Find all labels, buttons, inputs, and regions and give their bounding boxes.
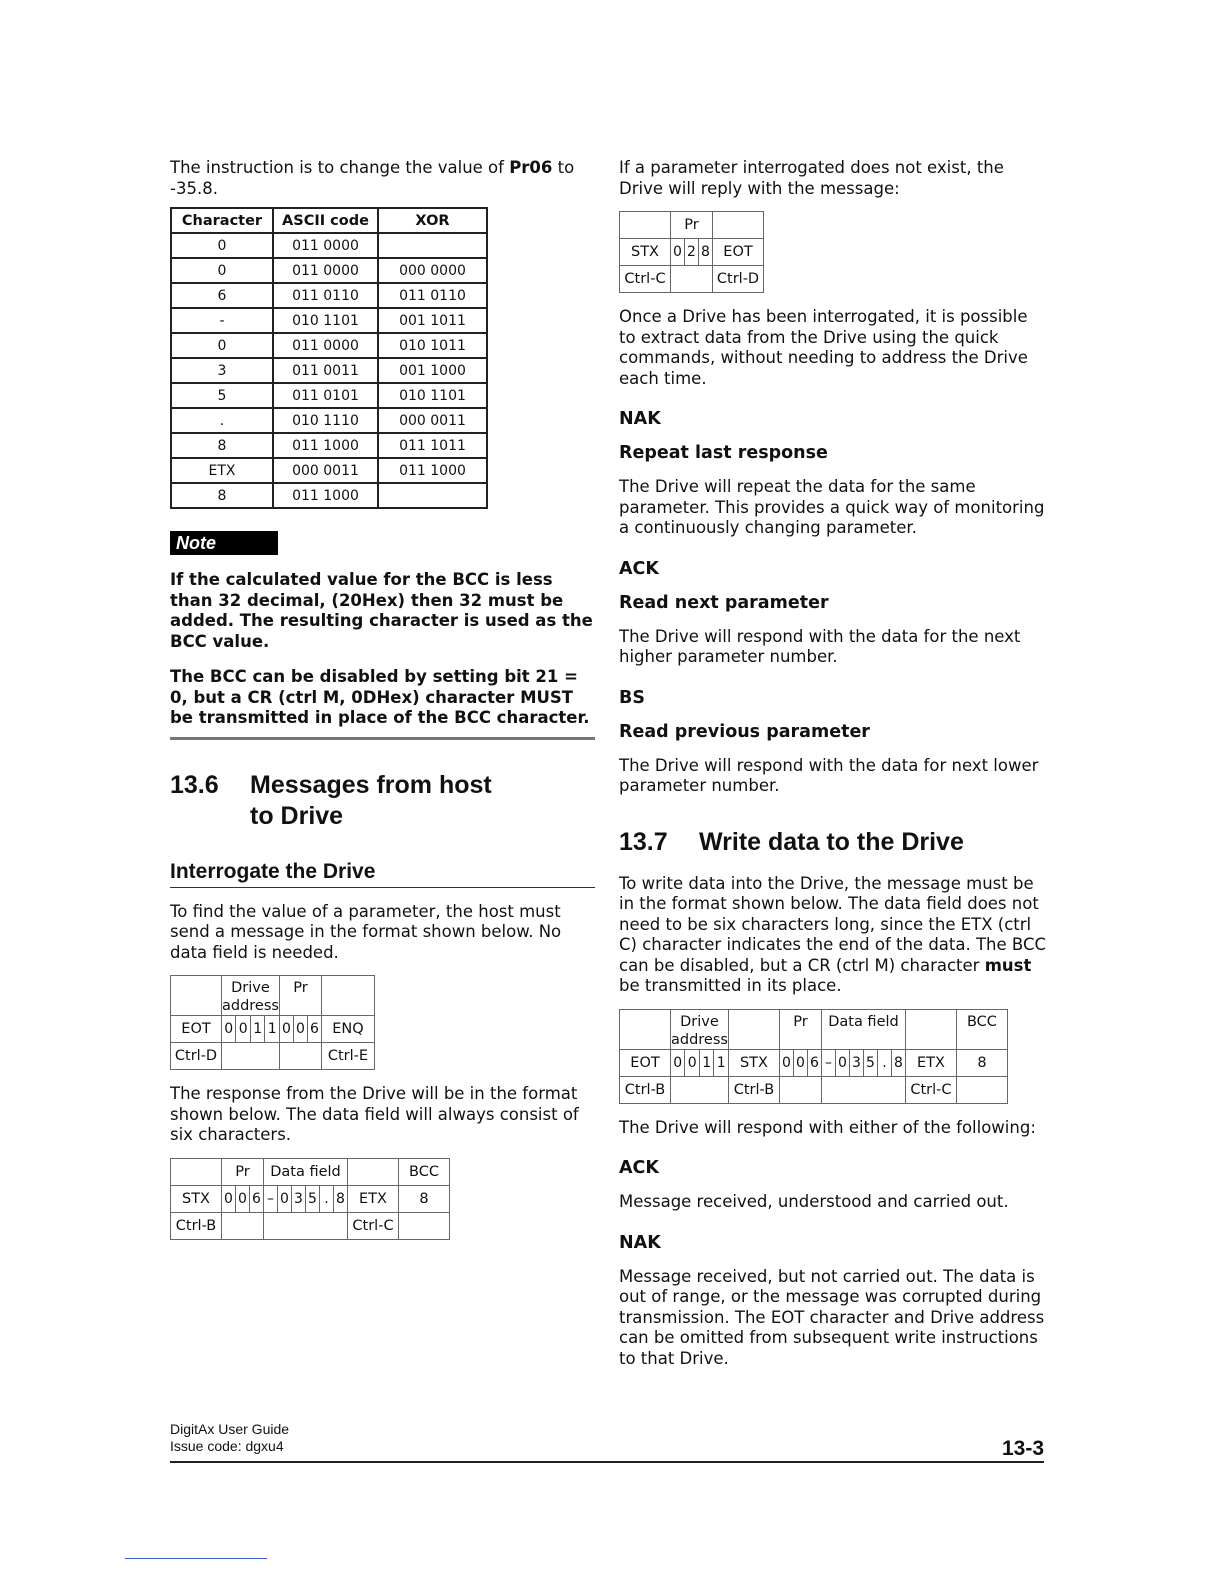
address-digit: 1 bbox=[699, 1049, 713, 1076]
interrogate-message-table bbox=[170, 975, 375, 1070]
table-row bbox=[171, 408, 487, 433]
read-next-heading: Read next parameter bbox=[619, 592, 829, 613]
table-cell bbox=[378, 233, 487, 258]
ctrl-b-cell: Ctrl-B bbox=[171, 1212, 222, 1239]
table-cell: 000 0011 bbox=[273, 458, 378, 483]
table-cell: 011 0110 bbox=[378, 283, 487, 308]
pr-digit: 0 bbox=[293, 1016, 307, 1043]
bcc-value-cell: 8 bbox=[956, 1049, 1007, 1076]
pr-digit: 0 bbox=[793, 1049, 807, 1076]
response-message-table bbox=[170, 1158, 450, 1240]
table-cell: 011 0101 bbox=[273, 383, 378, 408]
data-digit: – bbox=[821, 1049, 835, 1076]
read-prev-text: The Drive will respond with the data for next lower parameter number. bbox=[619, 755, 1039, 795]
page-number: 13-3 bbox=[1001, 1437, 1044, 1460]
table-cell: 010 1101 bbox=[378, 383, 487, 408]
table-cell: 011 0110 bbox=[273, 283, 378, 308]
stx-cell: STX bbox=[171, 1185, 222, 1212]
footer-guide-title: DigitAx User Guide bbox=[170, 1421, 290, 1437]
drive-respond-text: The Drive will respond with either of the following: bbox=[619, 1117, 1036, 1137]
ack-heading: ACK bbox=[619, 558, 659, 579]
bs-heading: BS bbox=[619, 687, 645, 708]
eot-cell: EOT bbox=[171, 1016, 222, 1043]
col-header: XOR bbox=[378, 208, 487, 233]
table-cell: 3 bbox=[171, 358, 273, 383]
section-heading-13-7 bbox=[619, 827, 1049, 858]
table-cell: 011 0000 bbox=[273, 233, 378, 258]
table-row bbox=[171, 383, 487, 408]
data-digit: 0 bbox=[278, 1185, 292, 1212]
subsection-heading: Interrogate the Drive bbox=[170, 860, 595, 888]
table-cell: 011 1000 bbox=[378, 458, 487, 483]
table-cell: 8 bbox=[171, 433, 273, 458]
address-digit: 1 bbox=[265, 1016, 280, 1043]
response-format-text: The response from the Drive will be in the format shown below. The data field will always consist of six characters. bbox=[170, 1084, 579, 1144]
intro-text: The instruction is to change the value of Pr06 to -35.8. bbox=[170, 158, 575, 198]
table-cell: 010 1011 bbox=[378, 333, 487, 358]
table-cell: 8 bbox=[171, 483, 273, 508]
data-digit: 3 bbox=[849, 1049, 863, 1076]
table-row bbox=[171, 233, 487, 258]
table-row bbox=[171, 308, 487, 333]
bottom-link-line bbox=[125, 1558, 267, 1559]
table-cell: . bbox=[171, 408, 273, 433]
not-exist-message-table bbox=[619, 211, 764, 293]
table-cell: 0 bbox=[171, 233, 273, 258]
section-number: 13.6 bbox=[170, 770, 219, 799]
pr-digit: 0 bbox=[279, 1016, 293, 1043]
data-digit: 5 bbox=[306, 1185, 320, 1212]
enq-cell: ENQ bbox=[321, 1016, 374, 1043]
repeat-last-heading: Repeat last response bbox=[619, 443, 828, 463]
table-row bbox=[171, 333, 487, 358]
pr-header: Pr bbox=[671, 212, 713, 239]
data-field-header: Data field bbox=[264, 1158, 348, 1185]
section-title: Messages from host to Drive bbox=[250, 770, 492, 830]
data-digit: 8 bbox=[334, 1185, 348, 1212]
nak-heading: NAK bbox=[619, 409, 661, 429]
table-cell: ETX bbox=[171, 458, 273, 483]
address-digit: 0 bbox=[222, 1016, 236, 1043]
table-cell: 5 bbox=[171, 383, 273, 408]
write-data-text: To write data into the Drive, the message must be in the format shown below. The data field does not need to be six characters long, since the ETX (ctrl C) character indicates the end of the data. The BCC can be disabled, but a CR (ctrl M) character must be transmitted in its place. bbox=[619, 873, 1046, 995]
address-digit: 0 bbox=[671, 1049, 685, 1076]
table-cell: 010 1101 bbox=[273, 308, 378, 333]
table-cell: 6 bbox=[171, 283, 273, 308]
bcc-header: BCC bbox=[399, 1158, 450, 1185]
ctrl-b-cell: Ctrl-B bbox=[620, 1076, 671, 1103]
col-header: ASCII code bbox=[273, 208, 378, 233]
drive-address-header: Drive address bbox=[222, 976, 280, 1016]
data-digit: 0 bbox=[835, 1049, 849, 1076]
pr-digit: 8 bbox=[699, 239, 713, 266]
data-digit: 8 bbox=[891, 1049, 905, 1076]
bcc-value-cell: 8 bbox=[399, 1185, 450, 1212]
table-row bbox=[171, 258, 487, 283]
once-interrogated-text: Once a Drive has been interrogated, it is possible to extract data from the Drive using the quick commands, without needing to address the Drive each time. bbox=[619, 307, 1028, 388]
table-row bbox=[171, 483, 487, 508]
pr-digit: 6 bbox=[307, 1016, 321, 1043]
table-cell: 0 bbox=[171, 333, 273, 358]
pr-digit: 0 bbox=[222, 1185, 236, 1212]
note-disable-text: The BCC can be disabled by setting bit 21 = 0, but a CR (ctrl M, 0DHex) character MUST be transmitted in place of the BCC character. bbox=[170, 667, 590, 727]
data-digit: . bbox=[320, 1185, 334, 1212]
data-field-header: Data field bbox=[821, 1009, 905, 1049]
not-exist-text: If a parameter interrogated does not exist, the Drive will reply with the message: bbox=[619, 158, 1004, 198]
table-header-row bbox=[171, 208, 487, 233]
repeat-text: The Drive will repeat the data for the same parameter. This provides a quick way of monitoring a continuously changing parameter. bbox=[619, 477, 1045, 537]
page-footer bbox=[170, 1421, 1044, 1463]
pr-digit: 0 bbox=[779, 1049, 793, 1076]
right-column bbox=[619, 158, 1049, 1369]
read-prev-heading: Read previous parameter bbox=[619, 721, 870, 742]
nak-heading: NAK bbox=[619, 1232, 661, 1253]
write-message-table bbox=[619, 1009, 1008, 1104]
col-header: Character bbox=[171, 208, 273, 233]
data-digit: – bbox=[264, 1185, 278, 1212]
pr-digit: 6 bbox=[250, 1185, 264, 1212]
ack-text: Message received, understood and carried out. bbox=[619, 1192, 1009, 1211]
ctrl-e-cell: Ctrl-E bbox=[321, 1043, 374, 1070]
table-cell: 000 0000 bbox=[378, 258, 487, 283]
eot-cell: EOT bbox=[713, 239, 764, 266]
table-row bbox=[171, 358, 487, 383]
pr-digit: 0 bbox=[671, 239, 685, 266]
data-digit: 3 bbox=[292, 1185, 306, 1212]
ctrl-b-cell: Ctrl-B bbox=[728, 1076, 779, 1103]
etx-cell: ETX bbox=[348, 1185, 399, 1212]
section-number: 13.7 bbox=[619, 827, 668, 856]
table-cell: 001 1000 bbox=[378, 358, 487, 383]
table-cell: 001 1011 bbox=[378, 308, 487, 333]
stx-cell: STX bbox=[620, 239, 671, 266]
section-divider bbox=[170, 737, 595, 740]
table-row bbox=[171, 458, 487, 483]
nak-text: Message received, but not carried out. The data is out of range, or the message was corrupted during transmission. The EOT character and Drive address can be omitted from subsequent write instructions to that Drive. bbox=[619, 1266, 1045, 1368]
footer-issue-code: Issue code: dgxu4 bbox=[170, 1438, 284, 1454]
ctrl-c-cell: Ctrl-C bbox=[620, 266, 671, 293]
data-digit: . bbox=[877, 1049, 891, 1076]
pr-digit: 6 bbox=[807, 1049, 821, 1076]
ascii-xor-table bbox=[170, 207, 488, 509]
ctrl-d-cell: Ctrl-D bbox=[171, 1043, 222, 1070]
ascii-table-body bbox=[171, 233, 487, 508]
note-bcc-text: If the calculated value for the BCC is less than 32 decimal, (20Hex) then 32 must be added. The resulting character is used as the BCC value. bbox=[170, 570, 593, 651]
table-cell: 011 0000 bbox=[273, 258, 378, 283]
address-digit: 1 bbox=[250, 1016, 264, 1043]
address-digit: 1 bbox=[714, 1049, 729, 1076]
read-next-text: The Drive will respond with the data for the next higher parameter number. bbox=[619, 626, 1021, 666]
pr-header: Pr bbox=[279, 976, 321, 1016]
address-digit: 0 bbox=[236, 1016, 250, 1043]
pr-digit: 0 bbox=[236, 1185, 250, 1212]
pr-header: Pr bbox=[779, 1009, 821, 1049]
table-cell: 011 0011 bbox=[273, 358, 378, 383]
left-column bbox=[170, 158, 595, 1240]
table-cell: 011 1000 bbox=[273, 433, 378, 458]
section-title: Write data to the Drive bbox=[699, 827, 964, 856]
ack-heading: ACK bbox=[619, 1158, 659, 1178]
table-cell: 011 0000 bbox=[273, 333, 378, 358]
bcc-header: BCC bbox=[956, 1009, 1007, 1049]
table-cell: 0 bbox=[171, 258, 273, 283]
table-row bbox=[171, 433, 487, 458]
table-cell: 000 0011 bbox=[378, 408, 487, 433]
ctrl-c-cell: Ctrl-C bbox=[905, 1076, 956, 1103]
table-cell: - bbox=[171, 308, 273, 333]
table-cell: 011 1011 bbox=[378, 433, 487, 458]
drive-address-header: Drive address bbox=[671, 1009, 729, 1049]
eot-cell: EOT bbox=[620, 1049, 671, 1076]
ctrl-d-cell: Ctrl-D bbox=[713, 266, 764, 293]
stx-cell: STX bbox=[728, 1049, 779, 1076]
table-cell: 011 1000 bbox=[273, 483, 378, 508]
ctrl-c-cell: Ctrl-C bbox=[348, 1212, 399, 1239]
section-heading-13-6 bbox=[170, 770, 595, 832]
table-cell: 010 1110 bbox=[273, 408, 378, 433]
find-value-text: To find the value of a parameter, the host must send a message in the format shown below. No data field is needed. bbox=[170, 901, 562, 962]
pr-header: Pr bbox=[222, 1158, 264, 1185]
address-digit: 0 bbox=[685, 1049, 699, 1076]
pr-digit: 2 bbox=[685, 239, 699, 266]
table-cell bbox=[378, 483, 487, 508]
note-label: Note bbox=[170, 531, 278, 555]
data-digit: 5 bbox=[863, 1049, 877, 1076]
etx-cell: ETX bbox=[905, 1049, 956, 1076]
table-row bbox=[171, 283, 487, 308]
